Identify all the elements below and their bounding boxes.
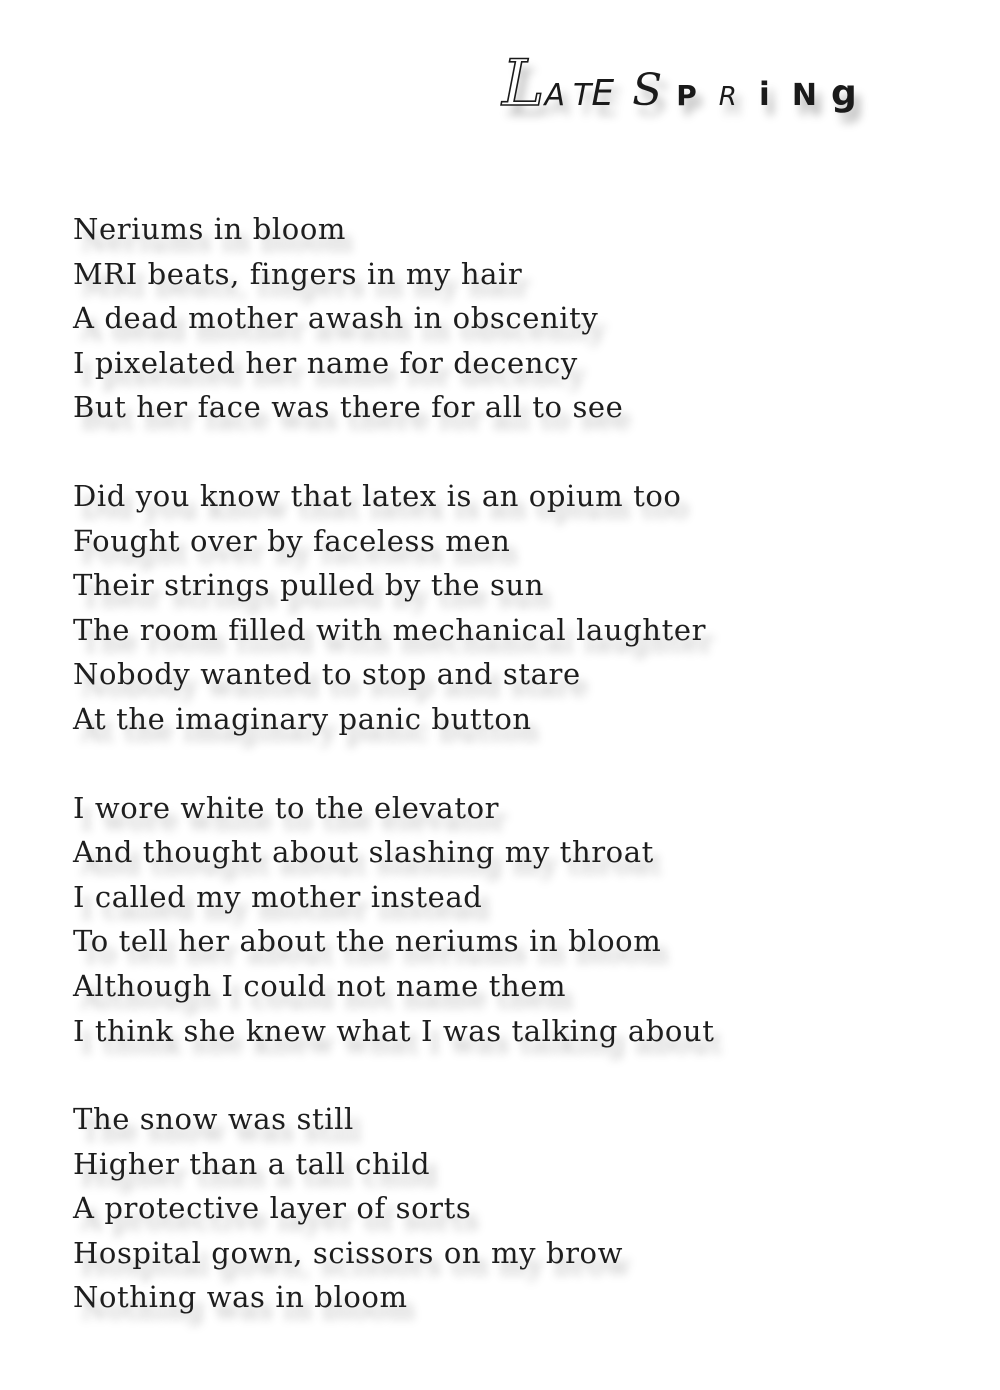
poem-line: I called my mother instead (73, 879, 483, 914)
poem-line: The snow was still (73, 1102, 354, 1137)
poem-line: The room filled with mechanical laughter (73, 612, 707, 647)
stanza-1 (73, 207, 973, 430)
title-letter: T (573, 78, 592, 113)
stanza-3 (73, 786, 973, 1054)
poem-line: But her face was there for all to see (73, 390, 624, 425)
poem-line: Did you know that latex is an opium too (73, 478, 682, 513)
stanza-4 (73, 1097, 973, 1320)
poem-line: MRI beats, fingers in my hair (73, 256, 523, 291)
poem-line: And thought about slashing my throat (73, 835, 654, 870)
title-letter: i (758, 75, 770, 113)
title-letter: R (718, 82, 737, 112)
poem-line: At the imaginary panic button (73, 701, 532, 736)
title-letter: A (544, 78, 566, 113)
poem-line: Hospital gown, scissors on my brow (73, 1235, 624, 1270)
poem-line: Neriums in bloom (73, 212, 346, 246)
poem-line: I wore white to the elevator (73, 790, 500, 825)
poem-body (73, 207, 973, 1320)
poem-line: I think she knew what I was talking about (73, 1013, 715, 1048)
poem-line: Fought over by faceless men (73, 523, 511, 558)
poem-title (502, 47, 962, 142)
title-letter: N (791, 78, 817, 113)
poem-line: Nobody wanted to stop and stare (73, 657, 581, 692)
poem-line: Their strings pulled by the sun (73, 568, 545, 603)
title-letter: L (502, 47, 545, 121)
poem-line: A protective layer of sorts (73, 1191, 472, 1226)
title-letter: P (676, 79, 697, 112)
poem-line: I pixelated her name for decency (73, 345, 578, 380)
stanza-2 (73, 474, 973, 742)
poem-line: Nothing was in bloom (73, 1280, 408, 1315)
title-letter: S (632, 65, 663, 116)
poem-line: To tell her about the neriums in bloom (73, 924, 662, 959)
poem-line: Although I could not name them (73, 968, 567, 1003)
poem-line: Higher than a tall child (73, 1146, 431, 1181)
poem-line: A dead mother awash in obscenity (73, 301, 599, 336)
title-letter: g (830, 73, 857, 114)
title-letter: E (591, 73, 615, 114)
